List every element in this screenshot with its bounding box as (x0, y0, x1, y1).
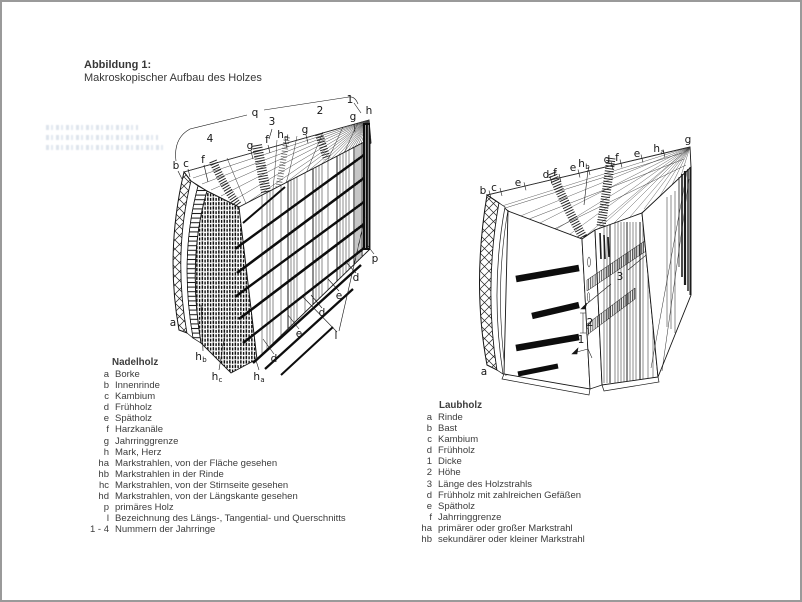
legend-key: 2 (426, 467, 432, 479)
laubholz-radial-face (504, 211, 590, 389)
diagram-label: c (491, 182, 497, 194)
legend-key: c (104, 391, 109, 403)
diagram-label: $h_b$ (578, 158, 590, 171)
legend-label: Jahrringgrenze (438, 511, 502, 523)
diagram-label: 1 (577, 334, 585, 346)
legend-row (87, 424, 417, 435)
legend-row (412, 445, 712, 456)
legend-key: ha (98, 457, 109, 469)
laubholz-legend-title: Laubholz (439, 400, 482, 411)
legend-label: Spätholz (438, 500, 475, 512)
legend-row (87, 513, 417, 524)
diagram-label: b (172, 160, 180, 172)
legend-row (87, 447, 417, 458)
diagram-label: d (318, 307, 326, 319)
legend-key: hb (421, 534, 432, 546)
legend-key: f (106, 424, 109, 436)
legend-label: Kambium (438, 434, 479, 446)
legend-row (412, 456, 712, 467)
legend-label: Bezeichnung des Längs-, Tangential- und Querschnitts (115, 513, 346, 525)
laubholz-diagram (462, 127, 712, 407)
diagram-label: f (265, 134, 269, 146)
legend-label: Kambium (115, 391, 156, 403)
laubholz-legend (412, 400, 712, 545)
legend-row (87, 413, 417, 424)
diagram-label: 1 (346, 94, 354, 106)
diagram-label: 3 (616, 271, 624, 283)
legend-key: a (103, 369, 109, 380)
diagram-label: f (615, 152, 619, 164)
legend-key: p (103, 502, 109, 514)
legend-label: Höhe (438, 467, 461, 479)
legend-row (412, 523, 712, 534)
diagram-label: $h_a$ (253, 371, 265, 384)
legend-label: Frühholz (438, 445, 475, 457)
legend-row (412, 490, 712, 501)
legend-key: hc (98, 479, 109, 491)
legend-key: a (426, 412, 432, 423)
legend-label: sekundärer oder kleiner Markstrahl (438, 534, 585, 546)
legend-row (412, 501, 712, 512)
diagram-label: e (569, 162, 577, 174)
legend-label: Dicke (438, 456, 462, 468)
legend-key: 3 (426, 478, 432, 490)
legend-row (87, 402, 417, 413)
nadelholz-legend-rows (87, 369, 417, 535)
legend-label: Markstrahlen, von der Stirnseite gesehen (115, 479, 289, 491)
legend-key: 1 - 4 (89, 524, 109, 536)
legend-label: Markstrahlen, von der Längskante gesehen (115, 491, 298, 503)
legend-label: Markstrahlen, von der Fläche gesehen (115, 457, 278, 469)
legend-label: Frühholz (115, 402, 152, 414)
legend-key: h (103, 446, 109, 458)
legend-label: primärer oder großer Markstrahl (438, 522, 573, 534)
legend-label: Markstrahlen in der Rinde (115, 468, 224, 480)
diagram-label: g (684, 134, 692, 146)
diagram-label: b (479, 185, 487, 197)
legend-key: b (426, 423, 432, 435)
legend-key: b (103, 380, 109, 392)
diagram-label: d (270, 353, 278, 365)
legend-row (87, 469, 417, 480)
legend-label: Bast (438, 423, 458, 435)
legend-row (87, 480, 417, 491)
diagram-label: e (335, 290, 343, 302)
diagram-label: 3 (268, 116, 276, 128)
diagram-label: $h_b$ (195, 351, 207, 364)
legend-key: d (426, 489, 432, 501)
legend-label: Mark, Herz (115, 446, 162, 458)
figure-header (84, 59, 262, 84)
diagram-label: g (349, 111, 357, 123)
nadelholz-legend (87, 357, 417, 535)
print-bleed-artifact (46, 125, 164, 155)
diagram-label: h (365, 105, 373, 117)
diagram-label: $h_d$ (277, 129, 289, 142)
diagram-label: g (246, 140, 254, 152)
diagram-label: a (169, 317, 177, 329)
legend-key: e (103, 413, 109, 425)
diagram-label: a (480, 366, 488, 378)
legend-row (87, 436, 417, 447)
legend-key: g (103, 435, 109, 447)
legend-key: e (426, 500, 432, 512)
legend-row (412, 512, 712, 523)
legend-label: Länge des Holzstrahls (438, 478, 532, 490)
legend-label: Spätholz (115, 413, 152, 425)
legend-key: ha (421, 522, 432, 534)
diagram-label: f (553, 167, 557, 179)
nadelholz-diagram (157, 87, 402, 397)
legend-label: Nummern der Jahrringe (115, 524, 216, 536)
legend-row (412, 412, 712, 423)
diagram-label: 2 (316, 105, 324, 117)
diagram-label: 2 (586, 317, 594, 329)
legend-label: Jahrringgrenze (115, 435, 179, 447)
diagram-label: d (352, 272, 360, 284)
legend-row (412, 423, 712, 434)
diagram-label: f (201, 154, 205, 166)
legend-row (87, 369, 417, 380)
legend-key: 1 (426, 456, 432, 468)
legend-row (412, 467, 712, 478)
legend-row (87, 502, 417, 513)
legend-key: f (429, 511, 432, 523)
laubholz-legend-rows (412, 412, 712, 545)
legend-key: hb (98, 468, 109, 480)
diagram-label: l (334, 330, 338, 342)
legend-row (87, 458, 417, 469)
legend-row (87, 491, 417, 502)
diagram-label: $h_c$ (211, 371, 223, 384)
diagram-label: d (542, 169, 550, 181)
legend-label: Rinde (438, 412, 463, 423)
legend-label: Innenrinde (115, 380, 160, 392)
legend-row (87, 391, 417, 402)
legend-row (87, 524, 417, 535)
legend-key: c (427, 434, 432, 446)
figure-title: Abbildung 1: (84, 59, 152, 71)
diagram-label: $h_a$ (653, 143, 665, 156)
laubholz-bark-layers (480, 195, 509, 376)
nadelholz-legend-title: Nadelholz (112, 357, 159, 368)
legend-label: Borke (115, 369, 140, 380)
legend-label: Harzkanäle (115, 424, 164, 436)
legend-label: primäres Holz (115, 502, 174, 514)
legend-key: hd (98, 491, 109, 503)
diagram-label: e (633, 148, 641, 160)
legend-key: d (103, 402, 109, 414)
diagram-label: 4 (206, 133, 214, 145)
diagram-label: p (371, 253, 379, 265)
legend-row (412, 534, 712, 545)
diagram-label: d (603, 154, 611, 166)
figure-subtitle: Makroskopischer Aufbau des Holzes (84, 71, 262, 84)
diagram-label: e (514, 177, 522, 189)
legend-row (412, 434, 712, 445)
legend-key: d (426, 445, 432, 457)
diagram-label: e (295, 328, 303, 340)
diagram-label: g (301, 124, 309, 136)
legend-key: l (106, 513, 109, 525)
legend-row (87, 380, 417, 391)
legend-row (412, 479, 712, 490)
legend-label: Frühholz mit zahlreichen Gefäßen (438, 489, 582, 501)
diagram-label: q (251, 107, 259, 119)
diagram-label: c (183, 158, 189, 170)
